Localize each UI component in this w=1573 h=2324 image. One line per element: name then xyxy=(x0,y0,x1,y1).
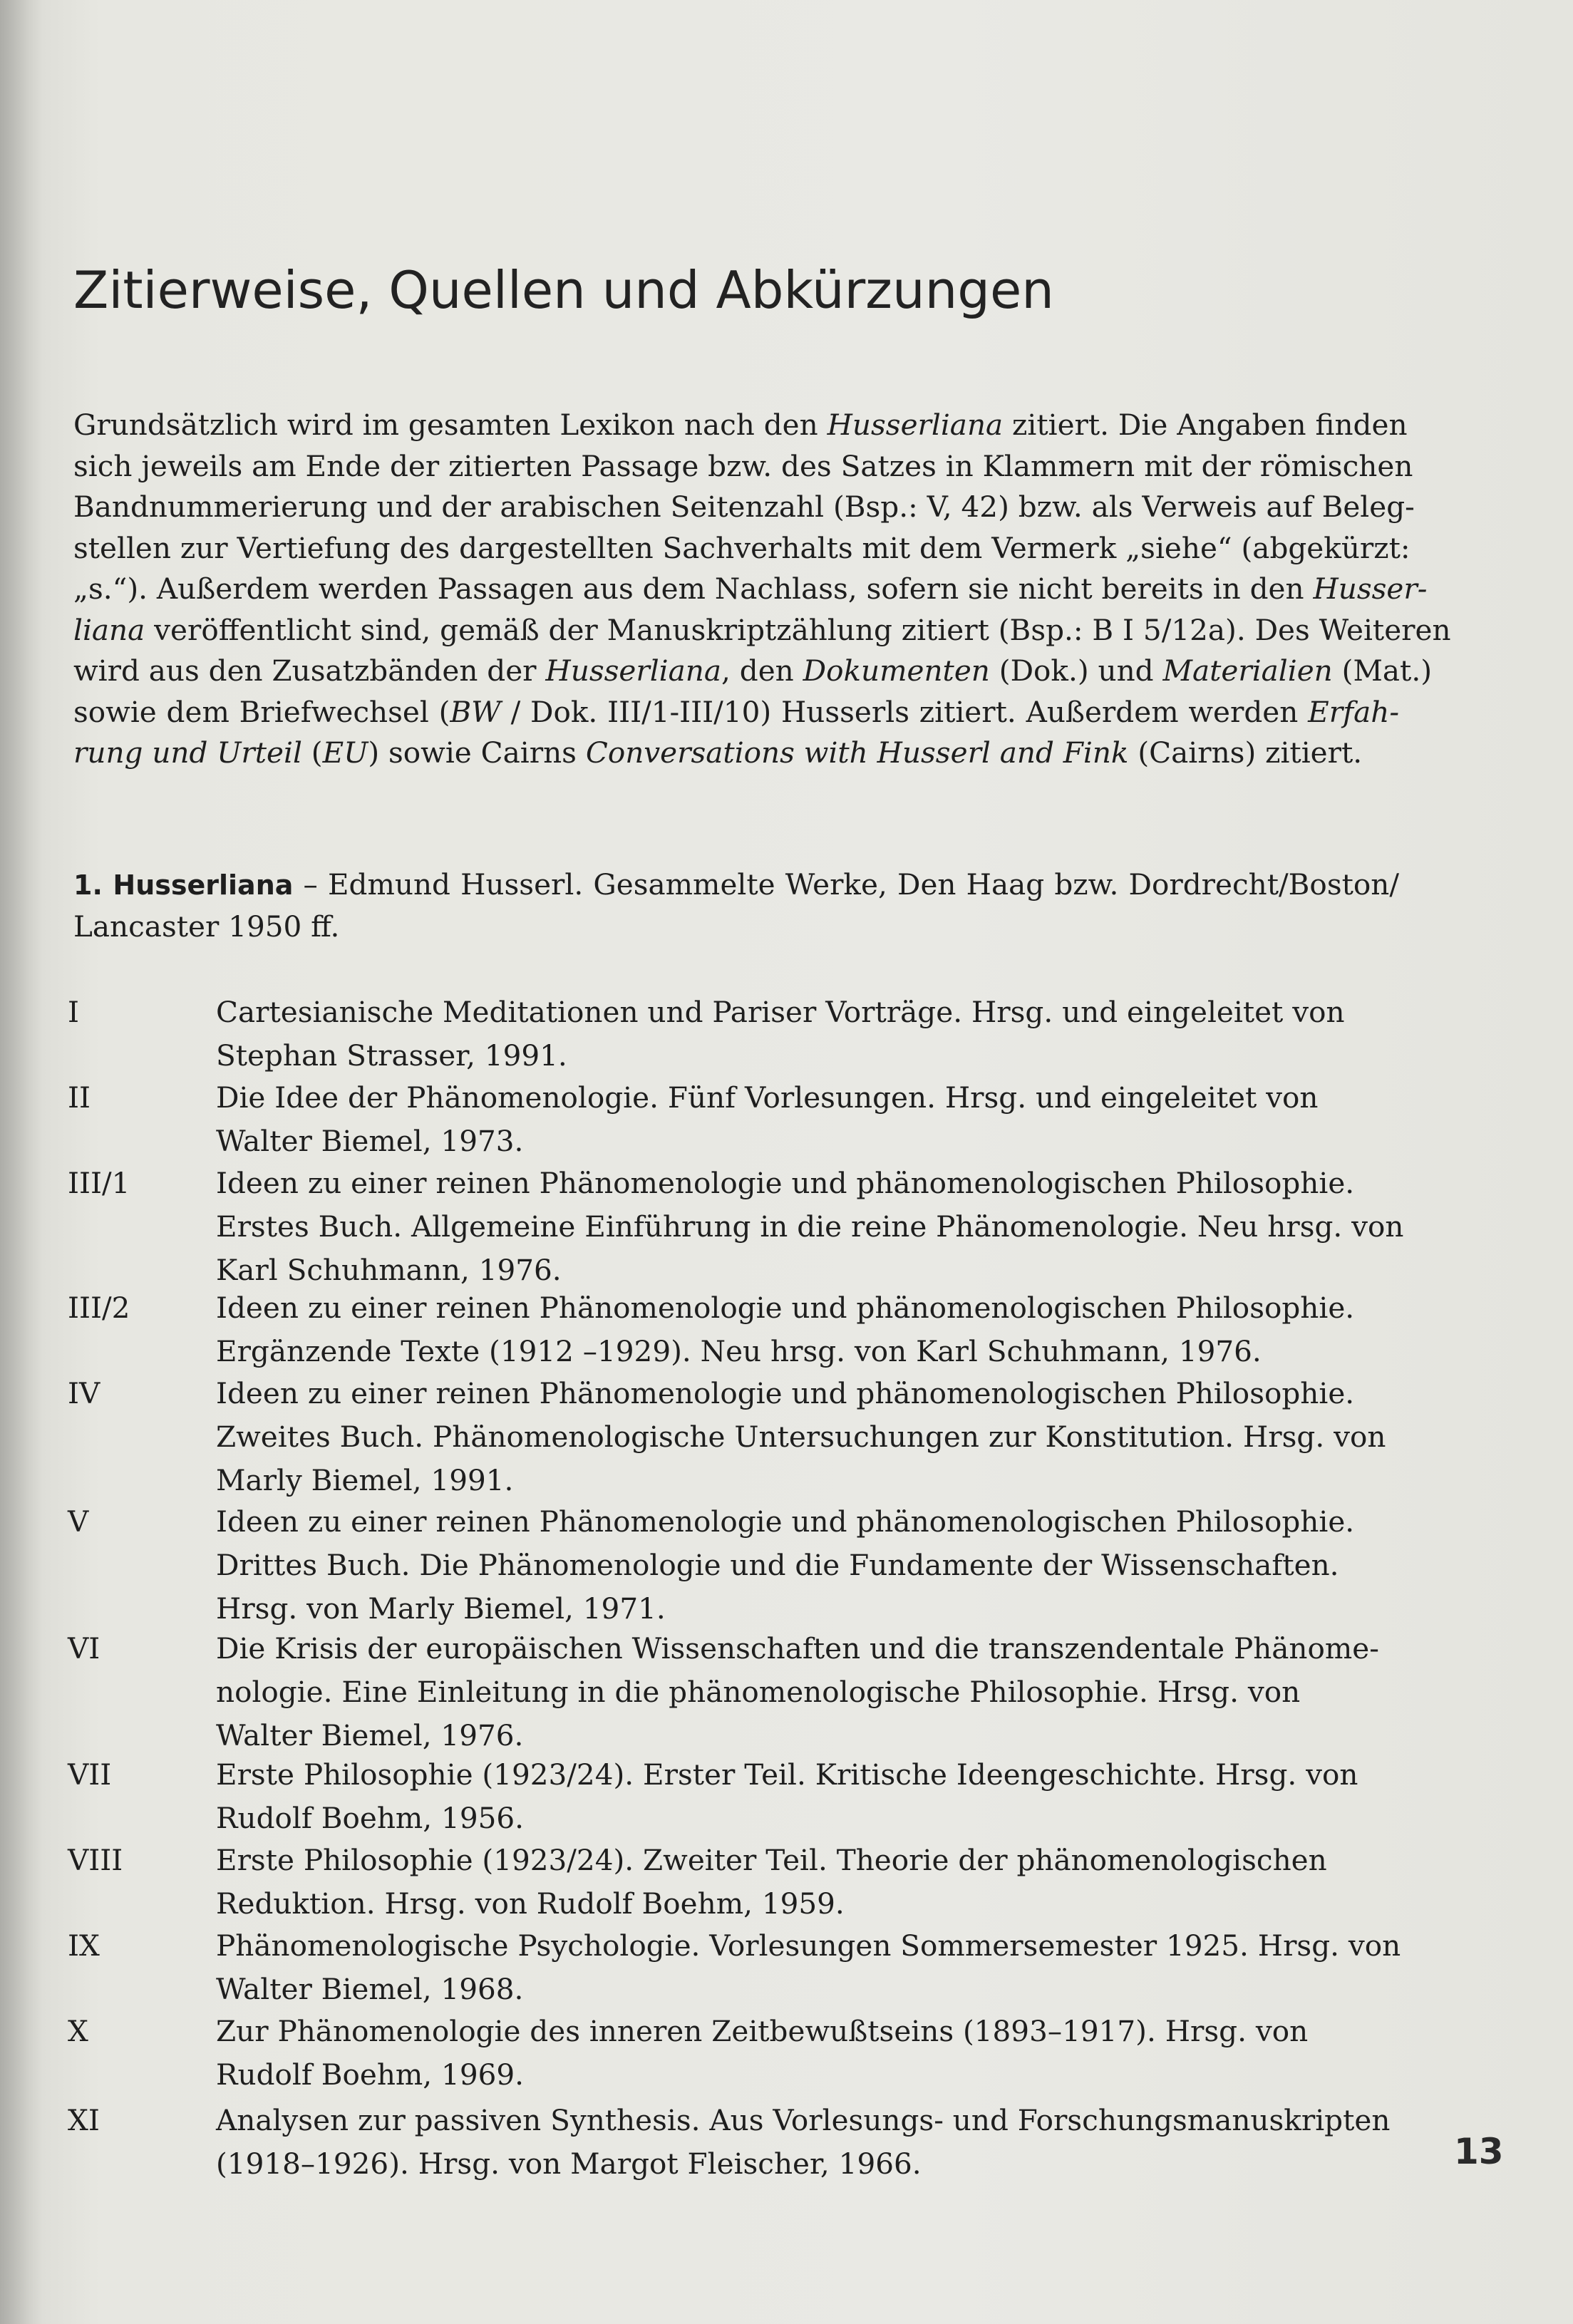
volume-title-line: Erste Philosophie (1923/24). Zweiter Teil. Theorie der phänomenologischen xyxy=(216,1843,1327,1877)
section-subtitle: – Edmund Husserl. Gesammelte Werke, Den Haag bzw. Dordrecht/Boston/ xyxy=(293,867,1399,902)
volume-title-line: Karl Schuhmann, 1976. xyxy=(216,1253,562,1287)
intro-line: sowie dem Briefwechsel (BW / Dok. III/1-III/10) Husserls zitiert. Außerdem werden Erfah- xyxy=(73,694,1399,729)
volume-title-line: Rudolf Boehm, 1969. xyxy=(216,2057,524,2092)
intro-line: sich jeweils am Ende der zitierten Passage bzw. des Satzes in Klammern mit der römischen xyxy=(73,448,1413,483)
volume-title xyxy=(216,1162,1404,1292)
intro-line: Bandnummerierung und der arabischen Seitenzahl (Bsp.: V, 42) bzw. als Verweis auf Beleg- xyxy=(73,490,1415,524)
page-title: Zitierweise, Quellen und Abkürzungen xyxy=(73,260,1054,320)
volume-title-line: Ergänzende Texte (1912 –1929). Neu hrsg. von Karl Schuhmann, 1976. xyxy=(216,1334,1262,1368)
volume-title xyxy=(216,1839,1327,1926)
volume-title xyxy=(216,1076,1318,1163)
volume-title-line: Reduktion. Hrsg. von Rudolf Boehm, 1959. xyxy=(216,1886,845,1921)
volume-number: III/2 xyxy=(68,1291,130,1325)
intro-paragraph xyxy=(73,405,1451,774)
intro-line: rung und Urteil (EU) sowie Cairns Conversations with Husserl and Fink (Cairns) zitiert. xyxy=(73,735,1363,770)
section-title: 1. Husserliana xyxy=(73,869,294,901)
section-heading-line: Lancaster 1950 ff. xyxy=(73,909,340,944)
volume-title xyxy=(216,2099,1390,2186)
volume-number: VII xyxy=(68,1757,112,1792)
volume-title-line: Ideen zu einer reinen Phänomenologie und phänomenologischen Philosophie. xyxy=(216,1504,1355,1539)
volume-number: II xyxy=(68,1080,91,1115)
volume-title-line: Walter Biemel, 1973. xyxy=(216,1124,524,1158)
volume-title-line: Analysen zur passiven Synthesis. Aus Vorlesungs- und Forschungsmanuskripten xyxy=(216,2103,1391,2137)
intro-line: „s.“). Außerdem werden Passagen aus dem Nachlass, sofern sie nicht bereits in den Husser- xyxy=(73,572,1428,606)
volume-title xyxy=(216,991,1345,1078)
volume-title-line: Die Krisis der europäischen Wissenschaften und die transzendentale Phänome- xyxy=(216,1631,1379,1665)
page-number: 13 xyxy=(1454,2131,1504,2172)
volume-title-line: Zweites Buch. Phänomenologische Untersuchungen zur Konstitution. Hrsg. von xyxy=(216,1420,1386,1454)
volume-title-line: Die Idee der Phänomenologie. Fünf Vorlesungen. Hrsg. und eingeleitet von xyxy=(216,1080,1319,1115)
volume-title xyxy=(216,1286,1354,1373)
volume-number: XI xyxy=(68,2103,100,2137)
volume-number: VIII xyxy=(68,1843,123,1877)
volume-number: VI xyxy=(68,1631,100,1665)
volume-number: IV xyxy=(68,1376,100,1410)
volume-number: I xyxy=(68,995,79,1029)
section-heading-line xyxy=(73,864,1399,907)
volume-title-line: Erstes Buch. Allgemeine Einführung in die reine Phänomenologie. Neu hrsg. von xyxy=(216,1209,1404,1244)
volume-title-line: Cartesianische Meditationen und Pariser Vorträge. Hrsg. und eingeleitet von xyxy=(216,995,1345,1029)
volume-title-line: Phänomenologische Psychologie. Vorlesungen Sommersemester 1925. Hrsg. von xyxy=(216,1928,1401,1963)
volume-title-line: Rudolf Boehm, 1956. xyxy=(216,1801,524,1835)
volume-title-line: Walter Biemel, 1968. xyxy=(216,1972,524,2006)
intro-line: liana veröffentlicht sind, gemäß der Manuskriptzählung zitiert (Bsp.: B I 5/12a). Des Weiteren xyxy=(73,612,1451,647)
volume-number: X xyxy=(68,2014,88,2048)
volume-title xyxy=(216,1372,1386,1502)
volume-title-line: Marly Biemel, 1991. xyxy=(216,1463,514,1497)
volume-title xyxy=(216,2010,1308,2097)
volume-title-line: Ideen zu einer reinen Phänomenologie und phänomenologischen Philosophie. xyxy=(216,1376,1355,1410)
volume-number: III/1 xyxy=(68,1166,130,1200)
volume-title xyxy=(216,1500,1354,1631)
intro-line: wird aus den Zusatzbänden der Husserliana, den Dokumenten (Dok.) und Materialien (Mat.) xyxy=(73,654,1433,688)
volume-title-line: (1918–1926). Hrsg. von Margot Fleischer, 1966. xyxy=(216,2147,922,2181)
intro-line: stellen zur Vertiefung des dargestellten Sachverhalts mit dem Vermerk „siehe“ (abgekürzt: xyxy=(73,530,1410,565)
volume-title-line: Walter Biemel, 1976. xyxy=(216,1718,524,1752)
volume-number: V xyxy=(68,1504,89,1539)
section-heading xyxy=(73,864,1399,947)
page-gutter-shadow xyxy=(0,0,43,2324)
volume-title-line: Hrsg. von Marly Biemel, 1971. xyxy=(216,1591,666,1626)
intro-line: Grundsätzlich wird im gesamten Lexikon nach den Husserliana zitiert. Die Angaben finden xyxy=(73,408,1408,442)
volume-title-line: Ideen zu einer reinen Phänomenologie und phänomenologischen Philosophie. xyxy=(216,1291,1355,1325)
volume-title-line: Stephan Strasser, 1991. xyxy=(216,1038,567,1073)
volume-title-line: Drittes Buch. Die Phänomenologie und die Fundamente der Wissenschaften. xyxy=(216,1548,1339,1582)
volume-title-line: Ideen zu einer reinen Phänomenologie und phänomenologischen Philosophie. xyxy=(216,1166,1355,1200)
volume-title-line: Zur Phänomenologie des inneren Zeitbewußtseins (1893–1917). Hrsg. von xyxy=(216,2014,1309,2048)
volume-title-line: Erste Philosophie (1923/24). Erster Teil. Kritische Ideengeschichte. Hrsg. von xyxy=(216,1757,1358,1792)
volume-title xyxy=(216,1924,1401,2011)
volume-number: IX xyxy=(68,1928,100,1963)
volume-title xyxy=(216,1627,1379,1757)
volume-title xyxy=(216,1753,1358,1840)
volume-title-line: nologie. Eine Einleitung in die phänomenologische Philosophie. Hrsg. von xyxy=(216,1675,1301,1709)
